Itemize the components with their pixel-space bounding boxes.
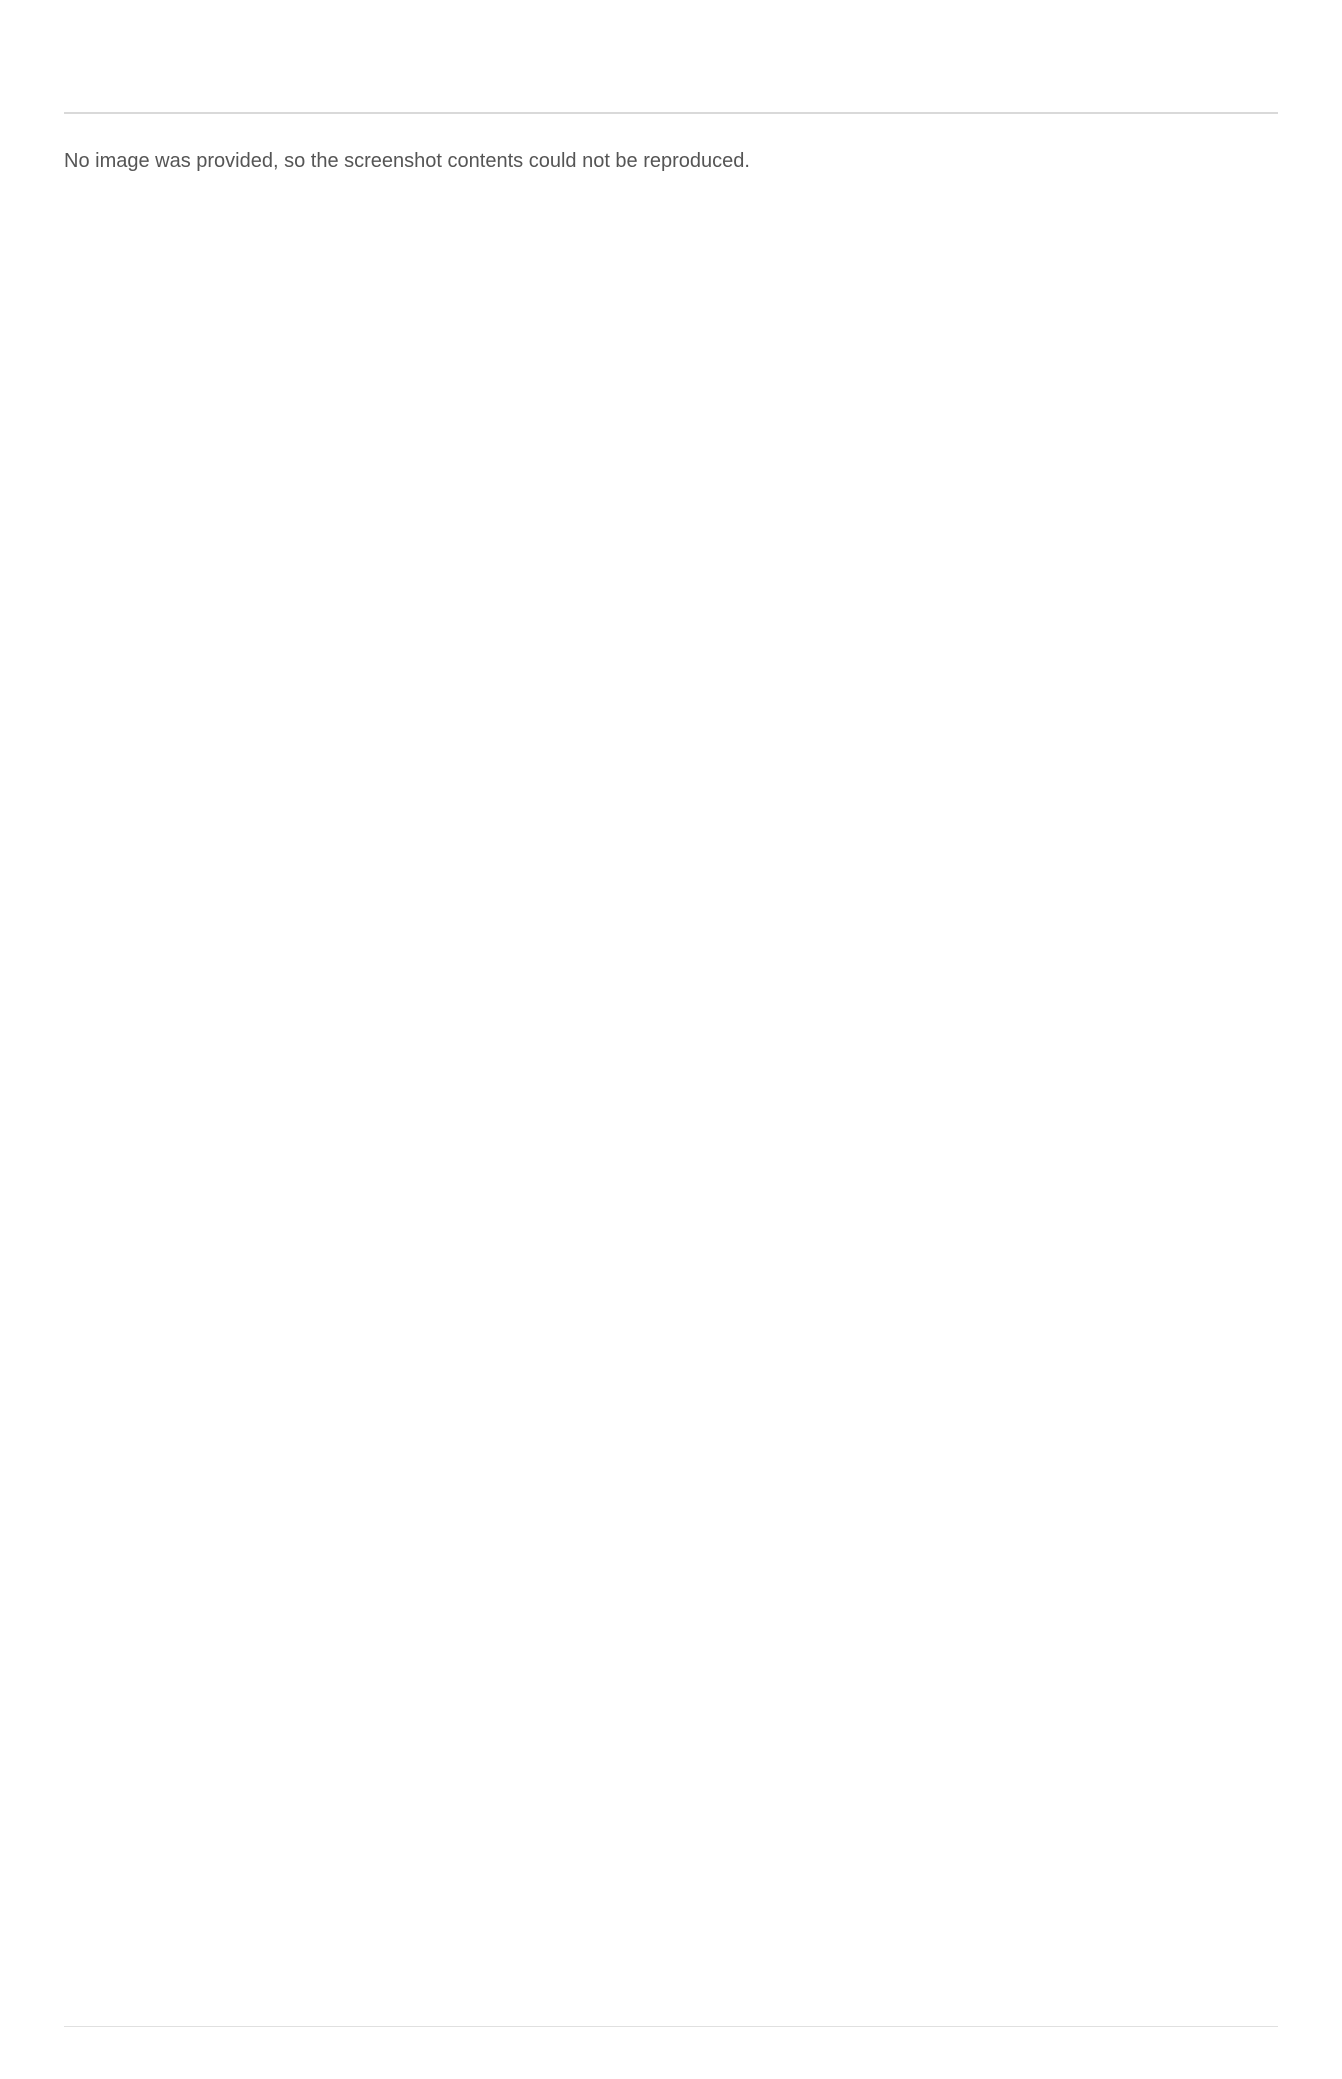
page-content — [64, 114, 1278, 176]
page-header — [64, 48, 1278, 114]
page-footer — [64, 2026, 1278, 2039]
missing-image-notice: No image was provided, so the screenshot contents could not be reproduced. — [64, 150, 750, 172]
